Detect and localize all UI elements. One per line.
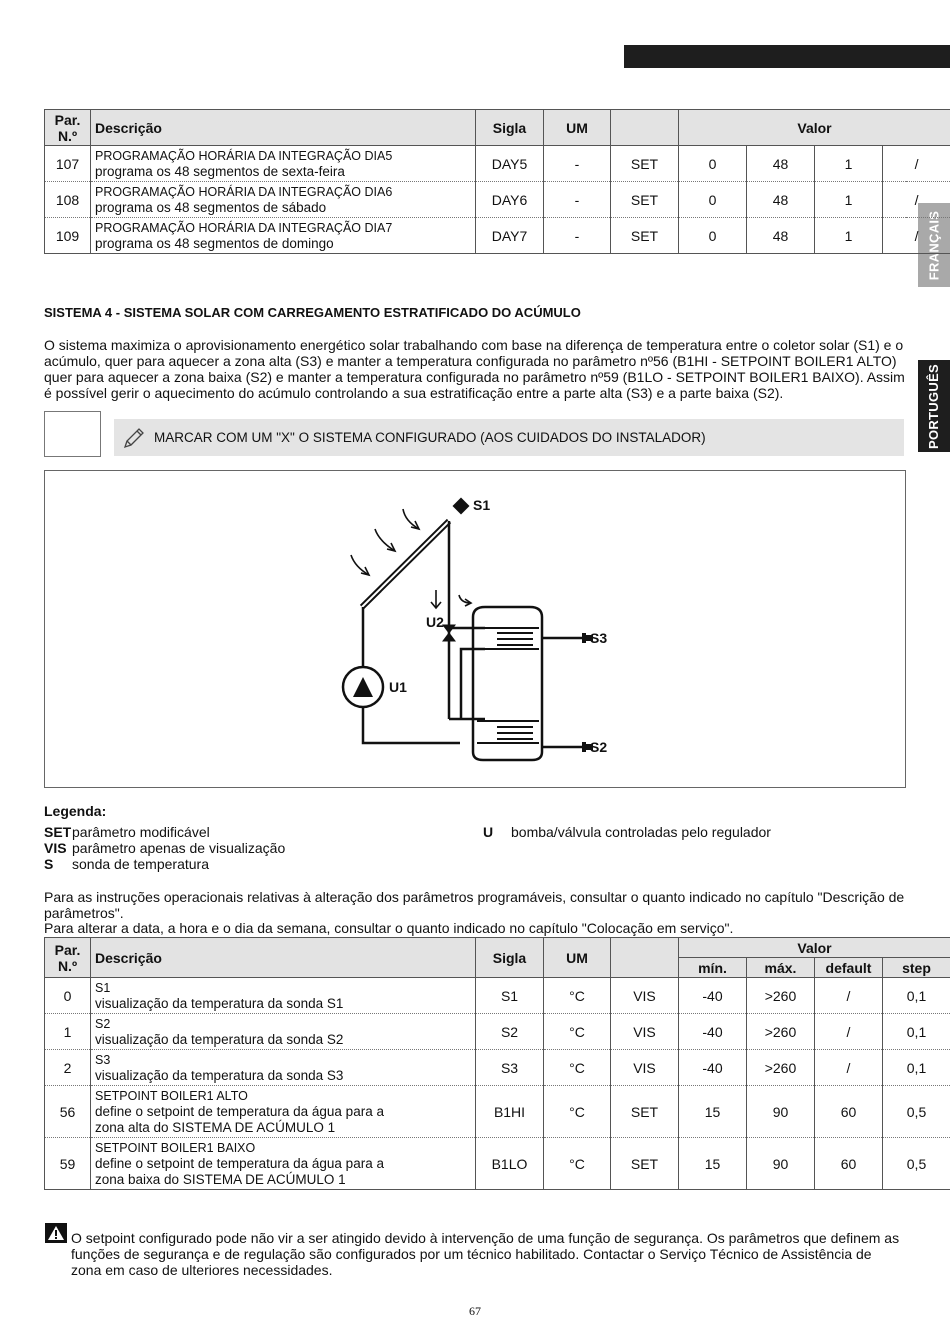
- tab-francais[interactable]: FRANÇAIS: [918, 203, 950, 287]
- cell-par: 1: [45, 1014, 91, 1050]
- table-row: [45, 218, 950, 254]
- cell-step: 0,5: [883, 1138, 950, 1190]
- pencil-icon: [122, 426, 146, 450]
- cell-sigla: S1: [476, 978, 544, 1014]
- cell-par: 109: [45, 218, 91, 254]
- header-type: [611, 110, 679, 146]
- cell-step: 0,1: [883, 1014, 950, 1050]
- cell-value: 48: [747, 146, 815, 182]
- legend-title: Legenda:: [44, 803, 107, 819]
- header-bar: [624, 45, 950, 68]
- cell-type: VIS: [611, 1014, 679, 1050]
- cell-sigla: S3: [476, 1050, 544, 1086]
- legend-item: U bomba/válvula controladas pelo regulador: [483, 824, 771, 840]
- cell-min: 15: [679, 1138, 747, 1190]
- cell-par: 107: [45, 146, 91, 182]
- mark-instruction: MARCAR COM UM "X" O SISTEMA CONFIGURADO (AOS CUIDADOS DO INSTALADOR): [114, 419, 904, 456]
- instruction-params: Para as instruções operacionais relativas à alteração dos parâmetros programáveis, consultar o quanto indicado no capítulo "Descrição de parâmetros".: [44, 889, 905, 921]
- cell-um: °C: [544, 978, 611, 1014]
- cell-max: >260: [747, 978, 815, 1014]
- system-checkbox[interactable]: [44, 411, 101, 457]
- cell-default: 60: [815, 1138, 883, 1190]
- parameter-table-1: [44, 109, 950, 254]
- page-number: 67: [469, 1304, 481, 1318]
- system-diagram: [44, 470, 906, 788]
- warning-text: O setpoint configurado pode não vir a ser atingido devido à intervenção de uma função de segurança. Os parâmetros que definem as funções de segurança e de regulação são configurados por um técnico habilitado. Contactar o Serviço Técnico de Assistência de zona em caso de ulteriores necessidades.: [71, 1230, 900, 1278]
- header-desc: Descrição: [91, 938, 476, 978]
- cell-um: -: [544, 218, 611, 254]
- cell-default: /: [815, 978, 883, 1014]
- table-row: [45, 978, 950, 1014]
- header-par: Par. N.º: [45, 938, 91, 978]
- cell-um: °C: [544, 1086, 611, 1138]
- cell-um: °C: [544, 1138, 611, 1190]
- cell-step: 0,5: [883, 1086, 950, 1138]
- cell-type: VIS: [611, 978, 679, 1014]
- cell-max: >260: [747, 1050, 815, 1086]
- header-um: UM: [544, 938, 611, 978]
- cell-min: 15: [679, 1086, 747, 1138]
- header-valor: Valor: [679, 110, 950, 146]
- label-s3: S3: [590, 630, 608, 646]
- legend-item: S sonda de temperatura: [44, 856, 209, 872]
- cell-um: -: [544, 182, 611, 218]
- cell-desc: S2 visualização da temperatura da sonda S2: [91, 1014, 476, 1050]
- cell-type: VIS: [611, 1050, 679, 1086]
- cell-default: /: [815, 1014, 883, 1050]
- cell-value: 48: [747, 218, 815, 254]
- cell-desc: SETPOINT BOILER1 BAIXO define o setpoint de temperatura da água para a zona baixa do SISTEMA DE ACÚMULO 1: [91, 1138, 476, 1190]
- cell-max: 90: [747, 1086, 815, 1138]
- cell-type: SET: [611, 1086, 679, 1138]
- cell-min: -40: [679, 978, 747, 1014]
- cell-desc: PROGRAMAÇÃO HORÁRIA DA INTEGRAÇÃO DIA5 programa os 48 segmentos de sexta-feira: [91, 146, 476, 182]
- cell-value: 48: [747, 182, 815, 218]
- cell-sigla: S2: [476, 1014, 544, 1050]
- table-row: [45, 1050, 950, 1086]
- label-s1: S1: [473, 497, 491, 513]
- label-u1: U1: [389, 679, 407, 695]
- cell-desc: PROGRAMAÇÃO HORÁRIA DA INTEGRAÇÃO DIA7 programa os 48 segmentos de domingo: [91, 218, 476, 254]
- header-desc: Descrição: [91, 110, 476, 146]
- cell-value: /: [883, 182, 950, 218]
- table-row: [45, 146, 950, 182]
- cell-value: /: [883, 218, 950, 254]
- cell-par: 59: [45, 1138, 91, 1190]
- header-um: UM: [544, 110, 611, 146]
- intro-paragraph: O sistema maximiza o aprovisionamento energético solar trabalhando com base na diferença de temperatura entre o coletor solar (S1) e o acúmulo, quer para aquecer a zona alta (S3) e manter a temperatura configurada no parâmetro nº56 (B1HI - SETPOINT BOILER1 ALTO) quer para aquecer a zona baixa (S2) e manter a temperatura configurada no parâmetro nº59 (B1LO - SETPOINT BOILER1 BAIXO). Assim é possível gerir o aquecimento do acúmulo controlando a sua estratificação entre a parte alta (S3) e a parte baixa (S2).: [44, 337, 905, 401]
- cell-type: SET: [611, 218, 679, 254]
- header-sigla: Sigla: [476, 938, 544, 978]
- cell-par: 108: [45, 182, 91, 218]
- valve-u2: [443, 625, 455, 641]
- cell-value: /: [883, 146, 950, 182]
- cell-max: 90: [747, 1138, 815, 1190]
- cell-par: 0: [45, 978, 91, 1014]
- cell-par: 2: [45, 1050, 91, 1086]
- cell-um: -: [544, 146, 611, 182]
- cell-type: SET: [611, 182, 679, 218]
- cell-um: °C: [544, 1014, 611, 1050]
- legend-item: SETparâmetro modificável: [44, 824, 210, 840]
- header-min: mín.: [679, 958, 747, 978]
- cell-value: 1: [815, 218, 883, 254]
- cell-value: 1: [815, 182, 883, 218]
- parameter-table-2: [44, 937, 950, 1190]
- section-title: SISTEMA 4 - SISTEMA SOLAR COM CARREGAMENTO ESTRATIFICADO DO ACÚMULO: [44, 305, 581, 320]
- label-u2: U2: [426, 614, 444, 630]
- tab-portugues[interactable]: PORTUGUÊS: [918, 360, 950, 452]
- header-default: default: [815, 958, 883, 978]
- cell-step: 0,1: [883, 978, 950, 1014]
- cell-value: 0: [679, 182, 747, 218]
- cell-min: -40: [679, 1014, 747, 1050]
- instruction-date: Para alterar a data, a hora e o dia da semana, consultar o quanto indicado no capítulo "Colocação em serviço".: [44, 920, 734, 936]
- cell-min: -40: [679, 1050, 747, 1086]
- cell-type: SET: [611, 1138, 679, 1190]
- cell-value: 0: [679, 146, 747, 182]
- label-s2: S2: [590, 739, 608, 755]
- cell-default: /: [815, 1050, 883, 1086]
- cell-sigla: DAY5: [476, 146, 544, 182]
- cell-type: SET: [611, 146, 679, 182]
- cell-um: °C: [544, 1050, 611, 1086]
- cell-step: 0,1: [883, 1050, 950, 1086]
- table-row: [45, 182, 950, 218]
- header-type: [611, 938, 679, 978]
- cell-max: >260: [747, 1014, 815, 1050]
- cell-value: 0: [679, 218, 747, 254]
- cell-sigla: B1HI: [476, 1086, 544, 1138]
- cell-sigla: DAY6: [476, 182, 544, 218]
- cell-par: 56: [45, 1086, 91, 1138]
- legend-item: VIS parâmetro apenas de visualização: [44, 840, 286, 856]
- cell-sigla: B1LO: [476, 1138, 544, 1190]
- cell-desc: PROGRAMAÇÃO HORÁRIA DA INTEGRAÇÃO DIA6 programa os 48 segmentos de sábado: [91, 182, 476, 218]
- warning-icon: [45, 1223, 67, 1248]
- cell-default: 60: [815, 1086, 883, 1138]
- header-max: máx.: [747, 958, 815, 978]
- header-step: step: [883, 958, 950, 978]
- cell-desc: S1 visualização da temperatura da sonda S1: [91, 978, 476, 1014]
- table-row: [45, 1086, 950, 1138]
- header-valor: Valor: [679, 938, 950, 958]
- table-row: [45, 1138, 950, 1190]
- cell-desc: SETPOINT BOILER1 ALTO define o setpoint de temperatura da água para a zona alta do SISTEMA DE ACÚMULO 1: [91, 1086, 476, 1138]
- header-sigla: Sigla: [476, 110, 544, 146]
- header-par: Par. N.º: [45, 110, 91, 146]
- cell-sigla: DAY7: [476, 218, 544, 254]
- table-row: [45, 1014, 950, 1050]
- cell-desc: S3 visualização da temperatura da sonda S3: [91, 1050, 476, 1086]
- cell-value: 1: [815, 146, 883, 182]
